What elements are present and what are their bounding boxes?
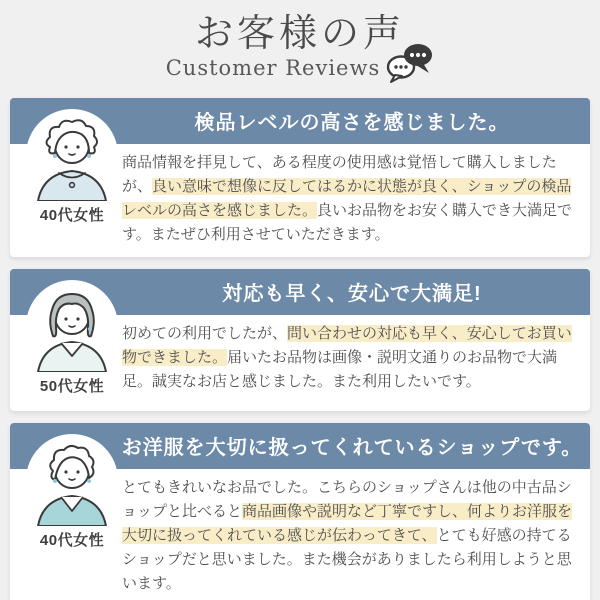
review-title: 検品レベルの高さを感じました。 [194,112,510,135]
review-text: とても好感の持てるショップだと思いました。また機会がありましたら利用しようと思います。 [122,526,572,592]
review-text: 届いたお品物は画像・説明文通りのお品物で大満足。誠実なお店と感じました。また利用したいです。 [122,348,558,390]
review-text-highlighted: 問い合わせの対応も早く、安心してお買い物できました。 [122,324,572,366]
reviewer-label: 40代女性 [39,206,105,224]
page-subtitle: Customer Reviews [165,55,381,80]
reviewer-avatar-woman-gray-bob [26,280,118,372]
review-card [10,98,590,257]
page-header [10,12,590,84]
review-title: 対応も早く、安心で大満足! [222,283,482,306]
review-text: 良いお品物をお安く購入でき大満足です。またぜひ利用させていただきます。 [122,201,573,243]
review-text-highlighted: 良い意味で想像に反してはるかに状態が良く、ショップの検品レベルの高さを感じました。 [122,177,572,219]
review-text: とてもきれいなお品でした。こちらのショップさんは他の中古品ショップと比べると [122,478,572,520]
review-card [10,423,590,600]
review-card [10,269,590,411]
review-text: 商品情報を拝見して、ある程度の使用感は覚悟して購入しましたが、 [122,153,557,195]
review-text: 初めての利用でしたが、 [122,324,288,342]
reviewer-avatar-woman-curly-hair [26,109,118,201]
reviewer-label: 50代女性 [39,377,105,395]
review-text-highlighted: 商品画像や説明など丁寧ですし、何よりお洋服を大切に扱ってくれている感じが伝わってきて、 [122,502,573,544]
page-subtitle-row [10,56,590,84]
reviewer-avatar-woman-short-hair [26,434,118,526]
reviewer-label: 40代女性 [39,531,105,549]
chat-bubbles-icon [386,42,434,84]
page-title: お客様の声 [194,11,405,55]
review-title: お洋服を大切に扱ってくれているショップです。 [121,437,583,460]
